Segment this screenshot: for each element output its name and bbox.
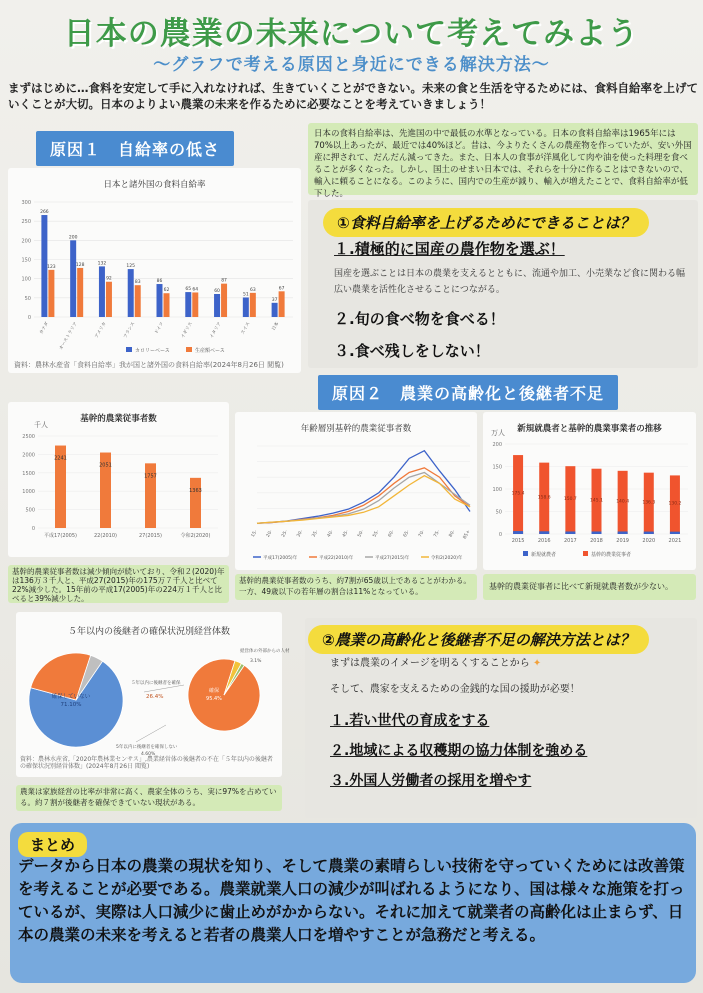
cause2-label: 原因２ 農業の高齢化と後継者不足 (318, 375, 618, 410)
x-tick-label: 2021 (668, 538, 682, 544)
data-label: 158.6 (537, 495, 551, 501)
bar (190, 478, 201, 528)
x-tick-label: カナダ (39, 321, 51, 336)
solution1-item-2: ２.旬の食べ物を食べる！ (334, 310, 505, 328)
y-tick-label: 150 (21, 257, 31, 264)
pie-label: 経営体の外部からの人材 (240, 649, 290, 654)
x-tick-label: 55- (372, 529, 381, 539)
y-tick-label: 50 (495, 509, 502, 516)
cause1-chart-panel (8, 168, 301, 373)
solution2-heading: ②農業の高齢化と後継者不足の解決方法とは？ (308, 625, 649, 654)
x-tick-label: 35- (311, 529, 320, 539)
y-tick-label: 50 (24, 295, 31, 302)
y-tick-label: 150 (492, 464, 502, 471)
series-line (257, 476, 470, 524)
x-tick-label: 80- (448, 529, 457, 539)
x-tick-label: 27(2015) (139, 533, 162, 539)
x-tick-label: イギリス (180, 321, 195, 340)
data-label: 145.1 (590, 498, 603, 504)
data-label: 125 (126, 264, 136, 270)
intro-text: まずはじめに…食料を安定して手に入れなければ、生きていくことができない。未来の食と生活を守るためには、食料自給率を上げていくことが大切。日本のよりよい農業の未来を作るために必要なことを考えていきましょう！ (8, 81, 698, 111)
x-tick-label: 15- (250, 529, 259, 539)
x-tick-label: 2019 (616, 538, 630, 544)
newfarmers-note-box (483, 574, 696, 600)
data-label: 86 (156, 279, 163, 285)
x-tick-label: 22(2010) (94, 533, 117, 539)
data-label: 67 (278, 286, 285, 292)
x-tick-label: スイス (240, 321, 252, 336)
age-note: 基幹的農業従事者数のうち、約7割が65歳以上であることがわかる。一方、49歳以下の若年層の割合は11%となっている。 (239, 576, 471, 596)
bar (539, 531, 549, 534)
data-label: 136.3 (642, 500, 656, 506)
newfarmers-chart-unit: 万人 (491, 429, 505, 437)
food-self-sufficiency-chart (8, 192, 301, 362)
age-chart-title: 年齢層別基幹的農業従事者数 (300, 424, 412, 434)
solution2-line1: まずは農業のイメージを明るくすることから ✦ (330, 658, 542, 669)
solution2-item-1: １.若い世代の育成をする (330, 713, 490, 729)
x-tick-label: オーストラリア (58, 321, 79, 352)
cause1-source: 資料：農林水産省「食料自給率」我が国と諸外国の食料自給率(2024年8月26日 閲覧) (14, 361, 284, 369)
farmers-chart-unit: 千人 (34, 421, 48, 429)
bar (164, 293, 170, 317)
data-label: 132 (97, 261, 107, 267)
new-farmers-chart (483, 434, 696, 569)
data-label: 87 (221, 278, 227, 284)
x-tick-label: 令和2(2020) (180, 533, 211, 539)
pie-label: 確保していない (51, 694, 91, 700)
x-tick-label: ドイツ (154, 321, 166, 336)
bar (214, 294, 220, 317)
x-tick-label: 2018 (590, 538, 603, 544)
bar (592, 531, 602, 534)
pie-value: 4.60% (141, 752, 156, 757)
y-tick-label: 100 (21, 276, 31, 283)
successor-chart-panel (16, 612, 290, 777)
x-tick-label: 40- (326, 529, 335, 539)
bar (250, 293, 256, 317)
data-label: 60 (214, 289, 220, 294)
cause1-note-box (308, 123, 698, 199)
x-tick-label: 70- (418, 529, 427, 539)
y-tick-label: 1000 (22, 489, 35, 496)
x-tick-label: 2015 (511, 538, 525, 544)
legend-swatch (186, 347, 192, 352)
y-tick-label: 500 (25, 507, 35, 514)
x-tick-label: 45- (342, 529, 351, 539)
x-tick-label: 平成17(2005) (44, 533, 77, 539)
bar (670, 532, 680, 534)
y-tick-label: 0 (498, 532, 502, 538)
x-tick-label: アメリカ (94, 321, 108, 340)
summary-label: まとめ (18, 832, 87, 857)
solution2-item-2: ２.地域による収穫期の協力体制を強める (330, 743, 588, 759)
bar (513, 531, 523, 534)
farmers-count-chart (8, 428, 229, 553)
cause1-label: 原因１ 自給率の低さ (36, 131, 234, 166)
legend-label: 新規就農者 (531, 552, 557, 558)
x-tick-label: 2020 (642, 538, 656, 544)
bar (243, 297, 249, 317)
solution2-line2: そして、農家を支えるための金銭的な国の援助が必要！ (330, 684, 580, 695)
y-tick-label: 2500 (22, 434, 35, 440)
data-label: 2241 (54, 455, 67, 462)
data-label: 150.7 (563, 497, 577, 503)
age-note-box (235, 574, 477, 600)
pie-value: 26.4% (146, 694, 164, 700)
page-title: 日本の農業の未来について考えてみよう (63, 16, 640, 52)
x-tick-label: イタリア (209, 321, 223, 340)
sparkle-icon: ✦ (529, 658, 542, 669)
farmers-note: 基幹的農業従事者数は減少傾向が続いており、令和２(2020)年は136万３千人と、平成27(2015)年の175万７千人と比べて22%減少した。15年前の平成17(2005)年の224万１千人と比べると39%減少した。 (12, 567, 225, 603)
solution1-desc: 国産を選ぶことは日本の農業を支えるとともに、流通や加工、小売業など食に関わる幅広い農業を活性化させることにつながる。 (334, 269, 686, 295)
pie-value: 71.10% (60, 702, 82, 708)
legend-label: 平成27(2015)年 (375, 556, 410, 561)
data-label: 1363 (189, 487, 202, 494)
legend-swatch (126, 347, 132, 352)
legend-label: カロリーベース (135, 348, 170, 354)
y-tick-label: 2000 (22, 452, 35, 459)
leader-line (144, 685, 184, 692)
bar (565, 531, 575, 534)
data-label: 92 (106, 276, 112, 282)
x-tick-label: 65- (402, 529, 411, 539)
bar (618, 531, 628, 534)
bar (185, 292, 191, 317)
series-line (257, 468, 470, 523)
y-tick-label: 200 (21, 238, 31, 245)
x-tick-label: 20- (265, 529, 274, 539)
data-label: 2051 (99, 462, 112, 469)
pie-label: 確保 (208, 688, 220, 694)
bar (135, 285, 141, 317)
successor-chart-title: ５年以内の後継者の確保状況別経営体数 (67, 627, 230, 637)
bar (157, 284, 163, 317)
bar (106, 282, 112, 317)
data-label: 128 (75, 262, 85, 268)
data-label: 37 (271, 297, 278, 303)
successor-note-box (16, 785, 282, 811)
data-label: 200 (68, 235, 78, 241)
newfarmers-note: 基幹的農業従事者に比べて新規就農者数が少ない。 (489, 582, 673, 591)
bar (77, 268, 83, 317)
page-subtitle: 〜グラフで考える原因と身近にできる解決方法〜 (153, 55, 550, 75)
successor-note: 農業は家族経営の比率が非常に高く、農家全体のうち、実に97%を占めている。約７割が後継者を確保できていない現状がある。 (20, 787, 277, 807)
bar (99, 266, 105, 317)
y-tick-label: 0 (27, 315, 31, 321)
y-tick-label: 300 (21, 200, 31, 206)
x-tick-label: 25- (281, 529, 290, 539)
newfarmers-chart-panel (483, 412, 696, 570)
age-chart-panel (235, 412, 477, 570)
x-tick-label: 75- (433, 529, 442, 539)
successor-pie-chart (16, 640, 290, 757)
bar (128, 269, 134, 317)
data-label: 140.4 (616, 499, 630, 505)
x-tick-label: 30- (296, 529, 305, 539)
x-tick-label: フランス (123, 321, 137, 340)
data-label: 83 (134, 280, 141, 286)
x-tick-label: 85+ (462, 529, 472, 541)
y-tick-label: 200 (492, 442, 502, 448)
legend-label: 平成22(2010)年 (319, 556, 354, 561)
bar (221, 284, 227, 317)
solution1-item-1: １.積極的に国産の農作物を選ぶ！ (334, 240, 565, 258)
x-tick-label: 50- (357, 529, 366, 539)
bar (279, 291, 285, 317)
legend-swatch (583, 551, 588, 556)
data-label: 123 (47, 264, 56, 270)
pie-value: 3.1% (250, 659, 262, 664)
x-tick-label: 日本 (271, 321, 281, 332)
pie-label: ５年以内に後継者を確保 (131, 681, 181, 686)
bar (644, 532, 654, 534)
bar (192, 292, 198, 317)
data-label: 51 (242, 292, 249, 298)
x-tick-label: 2017 (563, 538, 577, 544)
bar (48, 270, 54, 317)
series-line (257, 473, 470, 524)
legend-label: 生産額ベース (195, 348, 225, 354)
farmers-chart-panel (8, 402, 229, 557)
data-label: 175.4 (511, 491, 525, 497)
data-label: 1757 (144, 473, 157, 480)
successor-source: 資料：農林水産省,「2020年農林業センサス」,農業経営体の後継者の不在「５年以内の後継者の確保状況別経営体数」(2024年8月26日 閲覧) (20, 756, 273, 770)
leader-line (136, 725, 166, 742)
data-label: 65 (185, 287, 192, 293)
cause1-chart-title: 日本と諸外国の食料自給率 (103, 180, 206, 190)
solution2-item-3: ３.外国人労働者の採用を増やす (330, 773, 532, 789)
y-tick-label: 1500 (22, 470, 35, 477)
y-tick-label: 0 (31, 526, 35, 532)
legend-label: 平成17(2005)年 (263, 556, 298, 561)
y-tick-label: 100 (492, 487, 502, 493)
legend-label: 基幹的農業従事者 (591, 552, 632, 558)
farmers-note-box (8, 565, 229, 603)
newfarmers-chart-title: 新規就農者と基幹的農業事業者の推移 (517, 424, 662, 434)
x-tick-label: 60- (387, 529, 396, 539)
data-label: 63 (249, 287, 256, 293)
pie-value: 95.4% (206, 696, 222, 702)
legend-label: 令和2(2020)年 (431, 556, 463, 561)
summary-text: データから日本の農業の現状を知り、そして農業の素晴らしい技術を守っていくためには改善策を考えることが必要である。農業就業人口の減少が叫ばれるようになり、国は様々な施策を打っているが、実際は人口減少に歯止めがかからない。それに加えて就業者の高齢化は止まらず、日本の農業の未来を考えると若者の農業人口を増やすことが急務だと考える。 (18, 857, 685, 944)
data-label: 64 (192, 287, 199, 293)
farmers-chart-title: 基幹的農業従事者数 (80, 414, 157, 424)
data-label: 130.2 (668, 501, 682, 507)
data-label: 62 (163, 288, 170, 294)
cause1-note: 日本の食料自給率は、先進国の中で最低の水準となっている。日本の食料自給率は1965年には70%以上あったが、最近では40%ほど。昔は、今よりたくさんの農産物を作っていたが、安い外国産に押されて、だんだん減ってきた。また、日本人の食事が洋風化して肉や油を使った料理を食べることが多くなった。しかし、国土のせまい日本では、それらを十分に作ることはできないので、輸入に頼ることになる。このように、国内での生産が減り、輸入が増えたことで、食料自給率が低下した。 (314, 129, 692, 199)
legend-swatch (523, 551, 528, 556)
pie-label: 5年以内に後継者を確保しない (116, 745, 178, 750)
solution1-item-3: ３.食べ残しをしない！ (334, 342, 490, 360)
bar (70, 240, 76, 317)
bar (272, 303, 278, 317)
y-tick-label: 250 (21, 219, 31, 226)
solution1-heading: ①食料自給率を上げるためにできることは？ (323, 208, 649, 237)
data-label: 266 (40, 210, 49, 216)
age-group-chart (235, 434, 477, 569)
x-tick-label: 2016 (537, 538, 551, 544)
